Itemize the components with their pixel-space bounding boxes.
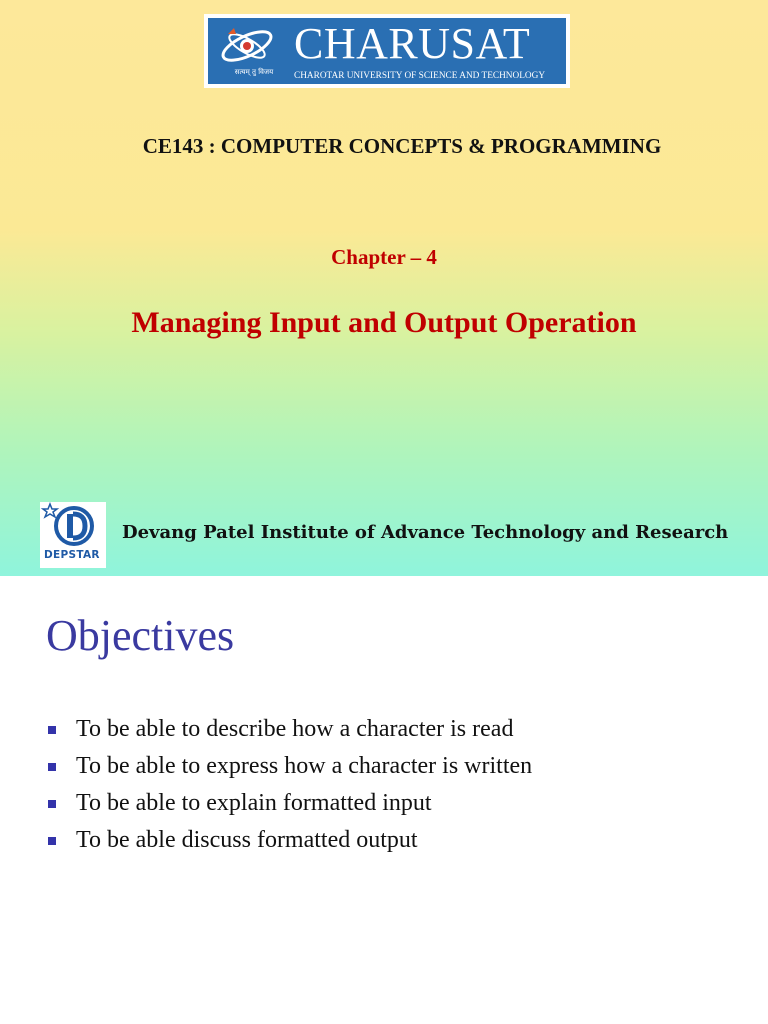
list-item-text: To be able to express how a character is written (76, 753, 533, 779)
bullet-square-icon (48, 837, 56, 845)
chapter-title: Managing Input and Output Operation (131, 306, 637, 339)
charusat-logo (204, 14, 570, 88)
list-item-text: To be able discuss formatted output (76, 827, 418, 853)
list-item-text: To be able to explain formatted input (76, 790, 432, 816)
depstar-label: DEPSTAR (44, 549, 100, 561)
chapter-number: Chapter – 4 (331, 245, 437, 269)
objectives-title: Objectives (46, 611, 235, 660)
list-item (46, 825, 532, 862)
logo-name: CHARUSAT (294, 19, 531, 68)
bullet-square-icon (48, 763, 56, 771)
logo-motto: सत्यम् तु विजय (234, 68, 274, 76)
list-item (46, 751, 532, 788)
objectives-slide (0, 576, 768, 1024)
list-item-text: To be able to describe how a character is read (76, 716, 514, 742)
logo-tagline: CHAROTAR UNIVERSITY OF SCIENCE AND TECHNOLOGY (294, 71, 546, 81)
list-item (46, 788, 532, 825)
charusat-logo-panel (208, 18, 566, 84)
objectives-list (46, 714, 532, 862)
course-title: CE143 : COMPUTER CONCEPTS & PROGRAMMING (142, 134, 662, 158)
bullet-square-icon (48, 726, 56, 734)
list-item (46, 714, 532, 751)
institute-name: Devang Patel Institute of Advance Technology and Research (122, 522, 729, 543)
bullet-square-icon (48, 800, 56, 808)
